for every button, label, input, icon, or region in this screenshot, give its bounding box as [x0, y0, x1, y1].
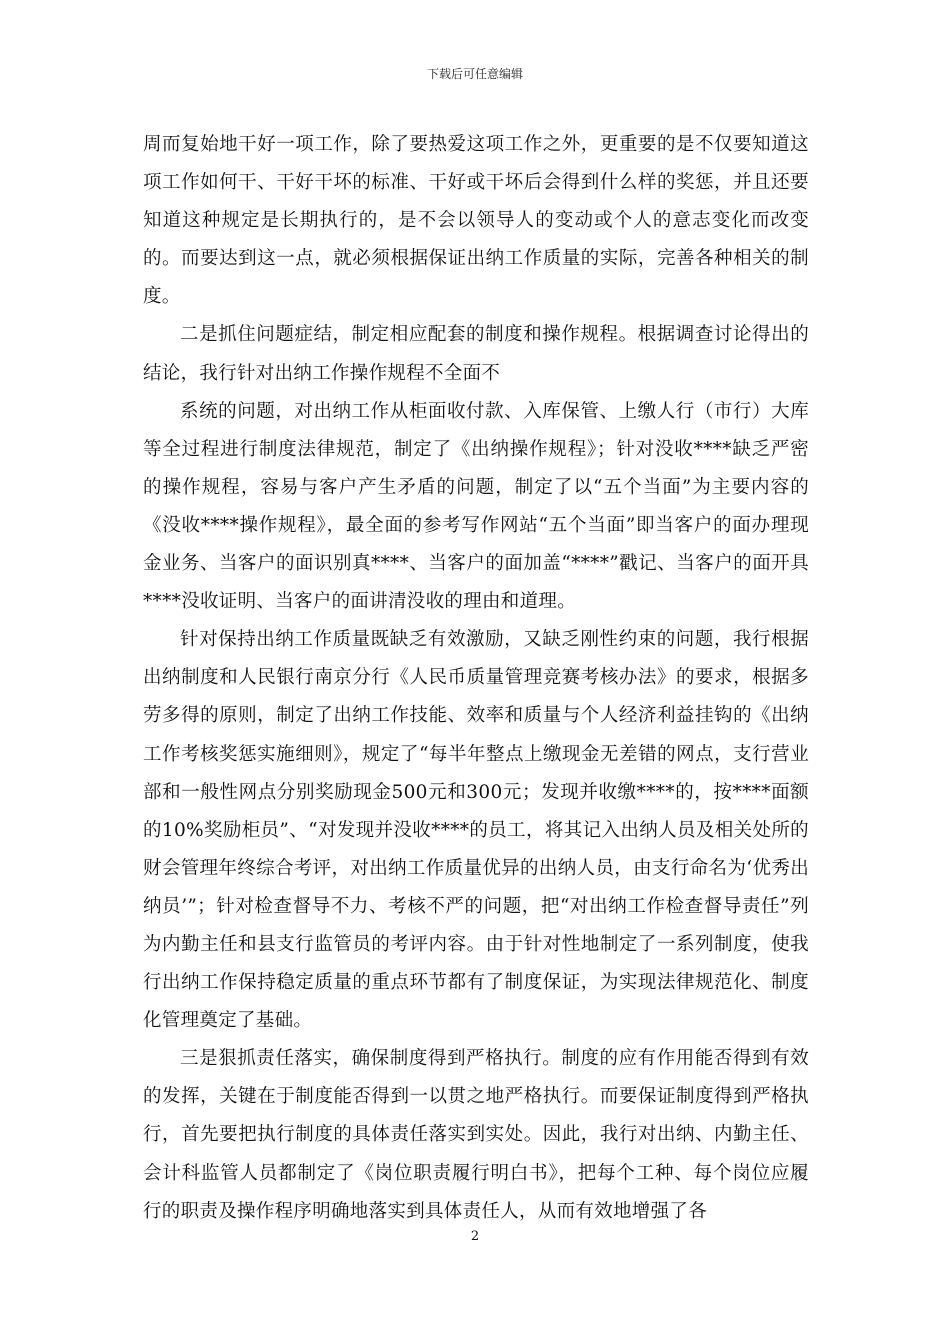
page-header: 下载后可任意编辑 [426, 67, 523, 81]
paragraph-1: 周而复始地干好一项工作，除了要热爱这项工作之外，更重要的是不仅要知道这项工作如何干、干好干坏的标准、干好或干坏后会得到什么样的奖惩，并且还要知道这种规定是长期执行的，是不会以领导人的变动或个人的意志变化而改变的。而要达到这一点，就必须根据保证出纳工作质量的实际，完善各种相关的制度。 [143, 134, 809, 308]
document-body [143, 126, 809, 1231]
paragraph-4: 针对保持出纳工作质量既缺乏有效激励，又缺乏刚性约束的问题，我行根据出纳制度和人民银行南京分行《人民币质量管理竞赛考核办法》的要求，根据多劳多得的原则，制定了出纳工作技能、效率和质量与个人经济利益挂钩的《出纳工作考核奖惩实施细则》，规定了“每半年整点上缴现金无差错的网点，支行营业部和一般性网点分别奖励现金500元和300元；发现并收缴****的，按****面额的10%奖励柜员”、“对发现并没收****的员工，将其记入出纳人员及相关处所的财会管理年终综合考评，对出纳工作质量优异的出纳人员，由支行命名为‘优秀出纳员’”；针对检查督导不力、考核不严的问题，把“对出纳工作检查督导责任”列为内勤主任和县支行监管员的考评内容。由于针对性地制定了一系列制度，使我行出纳工作保持稳定质量的重点环节都有了制度保证，为实现法律规范化、制度化管理奠定了基础。 [143, 629, 809, 1032]
paragraph-2: 二是抓住问题症结，制定相应配套的制度和操作规程。根据调查讨论得出的结论，我行针对出纳工作操作规程不全面不 [143, 324, 809, 384]
paragraph-5: 三是狠抓责任落实，确保制度得到严格执行。制度的应有作用能否得到有效的发挥，关键在于制度能否得到一以贯之地严格执行。而要保证制度得到严格执行，首先要把执行制度的具体责任落实到实处。因此，我行对出纳、内勤主任、会计科监管人员都制定了《岗位职责履行明白书》，把每个工种、每个岗位应履行的职责及操作程序明确地落实到具体责任人，从而有效地增强了各 [143, 1048, 809, 1222]
paragraph-3: 系统的问题，对出纳工作从柜面收付款、入库保管、上缴人行（市行）大库等全过程进行制度法律规范，制定了《出纳操作规程》；针对没收****缺乏严密的操作规程，容易与客户产生矛盾的问题，制定了以“五个当面”为主要内容的《没收****操作规程》，最全面的参考写作网站“五个当面”即当客户的面办理现金业务、当客户的面识别真****、当客户的面加盖“****”戳记、当客户的面开具****没收证明、当客户的面讲清没收的理由和道理。 [143, 400, 809, 613]
page-number: 2 [470, 1229, 480, 1244]
